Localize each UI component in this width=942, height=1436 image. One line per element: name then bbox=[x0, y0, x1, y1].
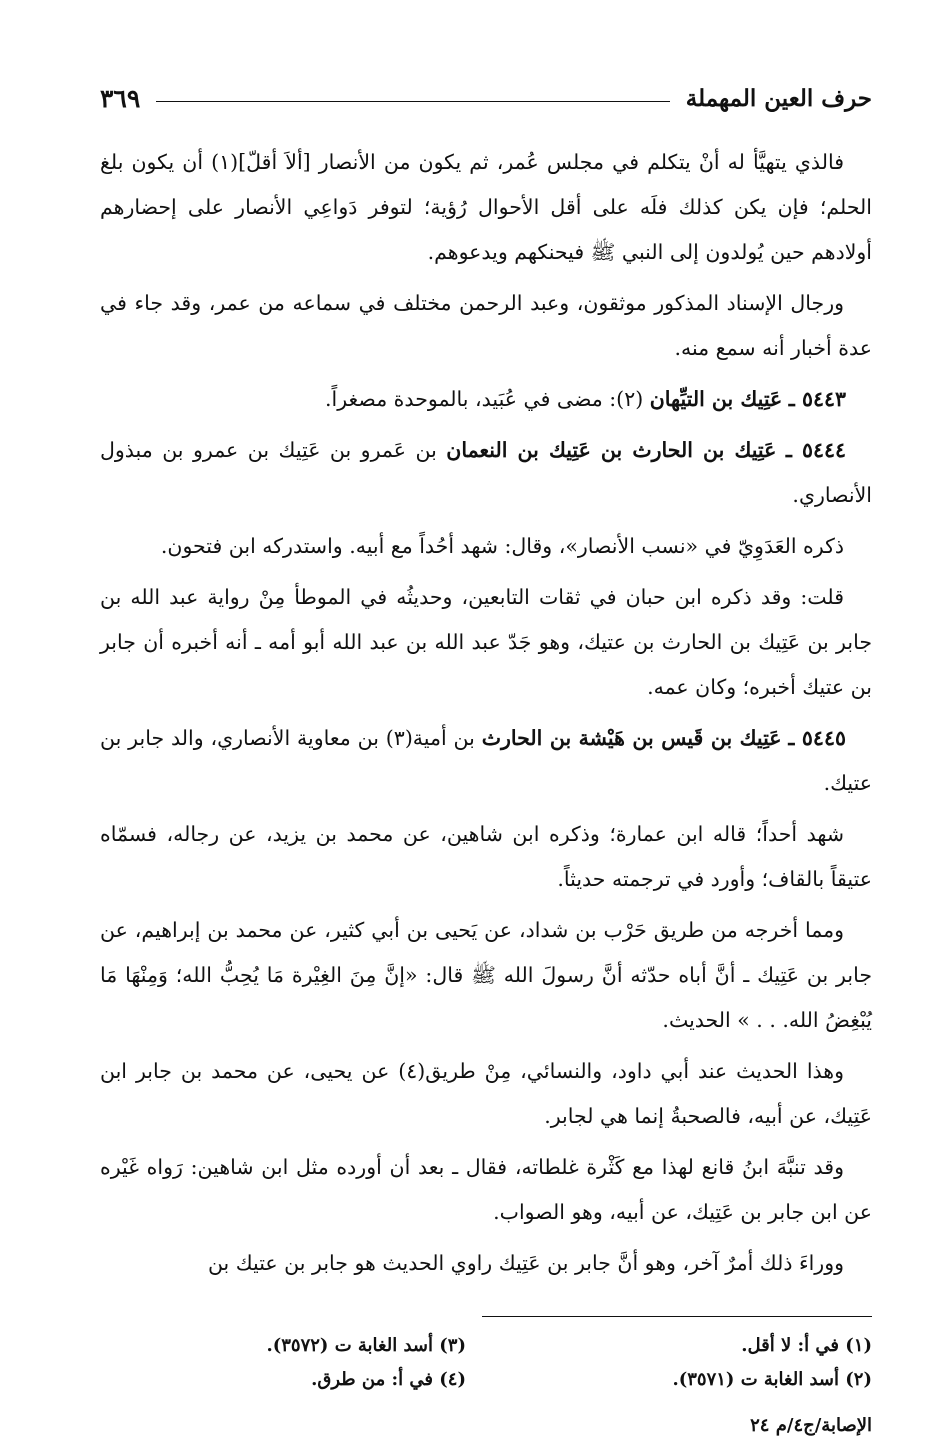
footnotes bbox=[100, 1331, 872, 1395]
header-rule bbox=[156, 101, 669, 102]
signature-mark: الإصابة/ج٤/م ٢٤ bbox=[750, 1415, 872, 1436]
entry-name: عَتِيك بن التيِّهان bbox=[649, 387, 783, 411]
paragraph: فالذي يتهيَّأ له أنْ يتكلم في مجلس عُمر، ثم يكون من الأنصار [ألاَ أقلّ](١) أن يكون بلغ الحلم؛ فإن يكن كذلك فلَه على أقل الأحوال رُؤية؛ لتوفر دَواعِي الأنصار على إحضارهم أولادهم حين يُولدون إلى النبي ﷺ فيحنكهم ويدعوهم. bbox=[100, 150, 872, 264]
footnote: (١) في أ: لا أقل. bbox=[741, 1335, 872, 1356]
paragraph: ذكره العَدَوِيّ في «نسب الأنصار»، وقال: شهد أحُداً مع أبيه. واستدركه ابن فتحون. bbox=[160, 534, 844, 558]
paragraph: شهد أحداً؛ قاله ابن عمارة؛ وذكره ابن شاهين، عن محمد بن يزيد، عن رجاله، فسمّاه عتيقاً بالقاف؛ وأورد في ترجمته حديثاً. bbox=[100, 822, 872, 891]
biography-entry bbox=[100, 428, 872, 518]
footnote-separator bbox=[482, 1316, 872, 1317]
footnote: (٣) أسد الغابة ت (٣٥٧٢). bbox=[266, 1335, 466, 1356]
entry-text: بن أمية(٣) بن معاوية الأنصاري، والد جابر بن عتيك. bbox=[100, 726, 872, 795]
entry-number: ٥٤٤٣ ـ bbox=[788, 387, 846, 411]
entry-name: عَتِيك بن الحارث بن عَتِيك بن النعمان bbox=[446, 438, 777, 462]
paragraph: ورجال الإسناد المذكور موثقون، وعبد الرحمن مختلف في سماعه من عمر، وقد جاء في عدة أخبار أنه سمع منه. bbox=[100, 291, 872, 360]
biography-entry bbox=[100, 377, 872, 422]
entry-number: ٥٤٤٥ ـ bbox=[788, 726, 846, 750]
biography-entry bbox=[100, 716, 872, 806]
footnote: (٢) أسد الغابة ت (٣٥٧١). bbox=[672, 1369, 872, 1390]
paragraph: وهذا الحديث عند أبي داود، والنسائي، مِنْ طريق(٤) عن يحيى، عن محمد بن جابر ابن عَتِيك، عن أبيه، فالصحبةُ إنما هي لجابر. bbox=[100, 1059, 872, 1128]
footnote: (٤) في أ: من طرق. bbox=[311, 1369, 466, 1390]
paragraph: ومما أخرجه من طريق حَرْب بن شداد، عن يَحيى بن أبي كثير، عن محمد بن إبراهيم، عن جابر بن عَتِيك ـ أنَّ أباه حدّثه أنَّ رسولَ الله ﷺ قال: «إنَّ مِنَ الغِيْرة مَا يُحِبُّ الله؛ وَمِنْهَا مَا يُبْغِضُ الله. . . » الحديث. bbox=[100, 918, 872, 1032]
page-number: ٣٦٩ bbox=[100, 83, 141, 113]
entry-text: (٢): مضى في عُبَيد، بالموحدة مصغراً. bbox=[325, 387, 644, 411]
paragraph: ووراءَ ذلك أمرٌ آخر، وهو أنَّ جابر بن عَتِيك راوي الحديث هو جابر بن عتيك بن bbox=[207, 1251, 844, 1275]
entry-text: بن عَمرو بن عَتِيك بن عمرو بن مبذول الأنصاري. bbox=[100, 438, 872, 507]
page-header bbox=[100, 78, 872, 118]
entry-number: ٥٤٤٤ ـ bbox=[785, 438, 846, 462]
paragraph: قلت: وقد ذكره ابن حبان في ثقات التابعين، وحديثُه في الموطأ مِنْ رواية عبد الله بن جابر بن عَتِيك بن الحارث بن عتيك، وهو جَدّ عبد الله بن عبد الله أبو أمه ـ أنه أخبره أن جابر بن عتيك أخبره؛ وكان عمه. bbox=[100, 585, 872, 699]
paragraph: وقد تنبَّهَ ابنُ قانع لهذا مع كَثْرة غلطاته، فقال ـ بعد أن أورده مثل ابن شاهين: رَواه غَيْره عن ابن جابر بن عَتِيك، عن أبيه، وهو الصواب. bbox=[100, 1155, 872, 1224]
entry-name: عَتِيك بن قَيس بن هَيْشة بن الحارث bbox=[481, 726, 782, 750]
body-text bbox=[100, 140, 872, 1286]
running-title: حرف العين المهملة bbox=[685, 84, 872, 112]
